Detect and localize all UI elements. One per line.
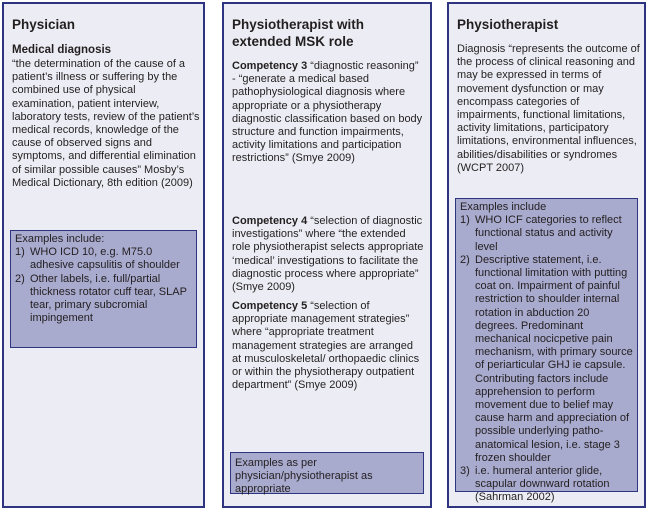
example-item: 2) Descriptive statement, i.e. functional limitation with putting coat on. Impairment of painful restriction to shoulder internal rotation in abduction 20 degrees. Predominant mechanical nocicpetive pain mechanism, with primary source of periarticular GHJ ie capsule. Contributing factors include apprehension to perform movement due to belief may cause harm and appreciation of possible underlying patho-anatomical lesion, i.e. stage 3 frozen shoulder — [460, 253, 633, 464]
example-item: 1) WHO ICF categories to reflect functional status and activity level — [460, 214, 622, 253]
physiotherapist-examples-box — [455, 198, 638, 504]
examples-heading: Examples include — [460, 201, 547, 213]
physiotherapist-title: Physiotherapist — [457, 17, 559, 32]
extended-examples-text: Examples as per physician/physiotherapist as appropriate — [235, 457, 373, 496]
example-item: 2) Other labels, i.e. full/partial thickness rotator cuff tear, SLAP tear, primary subcromial impingement — [15, 272, 187, 325]
competency-5: Competency 5 “selection of appropriate management strategies” where “appropriate treatment management strategies are arranged at musculoskeletal/ orthopaedic clinics or within the physiotherapy outpatient department” (Smye 2009) — [232, 300, 420, 392]
medical-diagnosis-definition: “the determination of the cause of a patient’s illness or suffering by the combined use of physical examination, patient interview, laboratory tests, review of the patient’s medical records, knowledge of the cause of observed signs and symptoms, and differential elimination of similar possible causes” Mosby’s Medical Dictionary, 8th edition (2009) — [12, 58, 200, 189]
extended-role-title: Physiotherapist with extended MSK role — [232, 17, 365, 49]
physician-title: Physician — [12, 17, 76, 32]
physician-examples-box — [10, 230, 197, 348]
physician-column — [2, 2, 205, 508]
physiotherapist-column — [447, 2, 646, 508]
competency-3: Competency 3 “diagnostic reasoning” - “generate a medical based pathophysiological diagnosis where appropriate or a physiotherapy diagnostic classification based on body structure and function impairments, activity limitations and participation restrictions” (Smye 2009) — [232, 60, 423, 165]
competency-4: Competency 4 “selection of diagnostic investigations” where “the extended role physiotherapist selects appropriate ‘medical’ investigations to facilitate the diagnostic process where appropriate” (Smye 2009) — [232, 215, 424, 294]
example-item: 1) WHO ICD 10, e.g. M75.0 adhesive capsulitis of shoulder — [15, 246, 180, 272]
physiotherapist-definition: Diagnosis “represents the outcome of the process of clinical reasoning and may be expressed in terms of movement dysfunction or may encompass categories of impairments, functional limitations, activity limitations, participatory limitations, environmental influences, abilities/disabilities or syndromes (WCPT 2007) — [457, 43, 640, 174]
extended-examples-box — [230, 452, 424, 494]
extended-role-column — [222, 2, 432, 508]
example-item: 3) i.e. humeral anterior glide, scapular downward rotation (Sahrman 2002) — [460, 465, 610, 504]
examples-heading: Examples include: — [15, 233, 105, 245]
medical-diagnosis-heading: Medical diagnosis — [12, 44, 112, 56]
